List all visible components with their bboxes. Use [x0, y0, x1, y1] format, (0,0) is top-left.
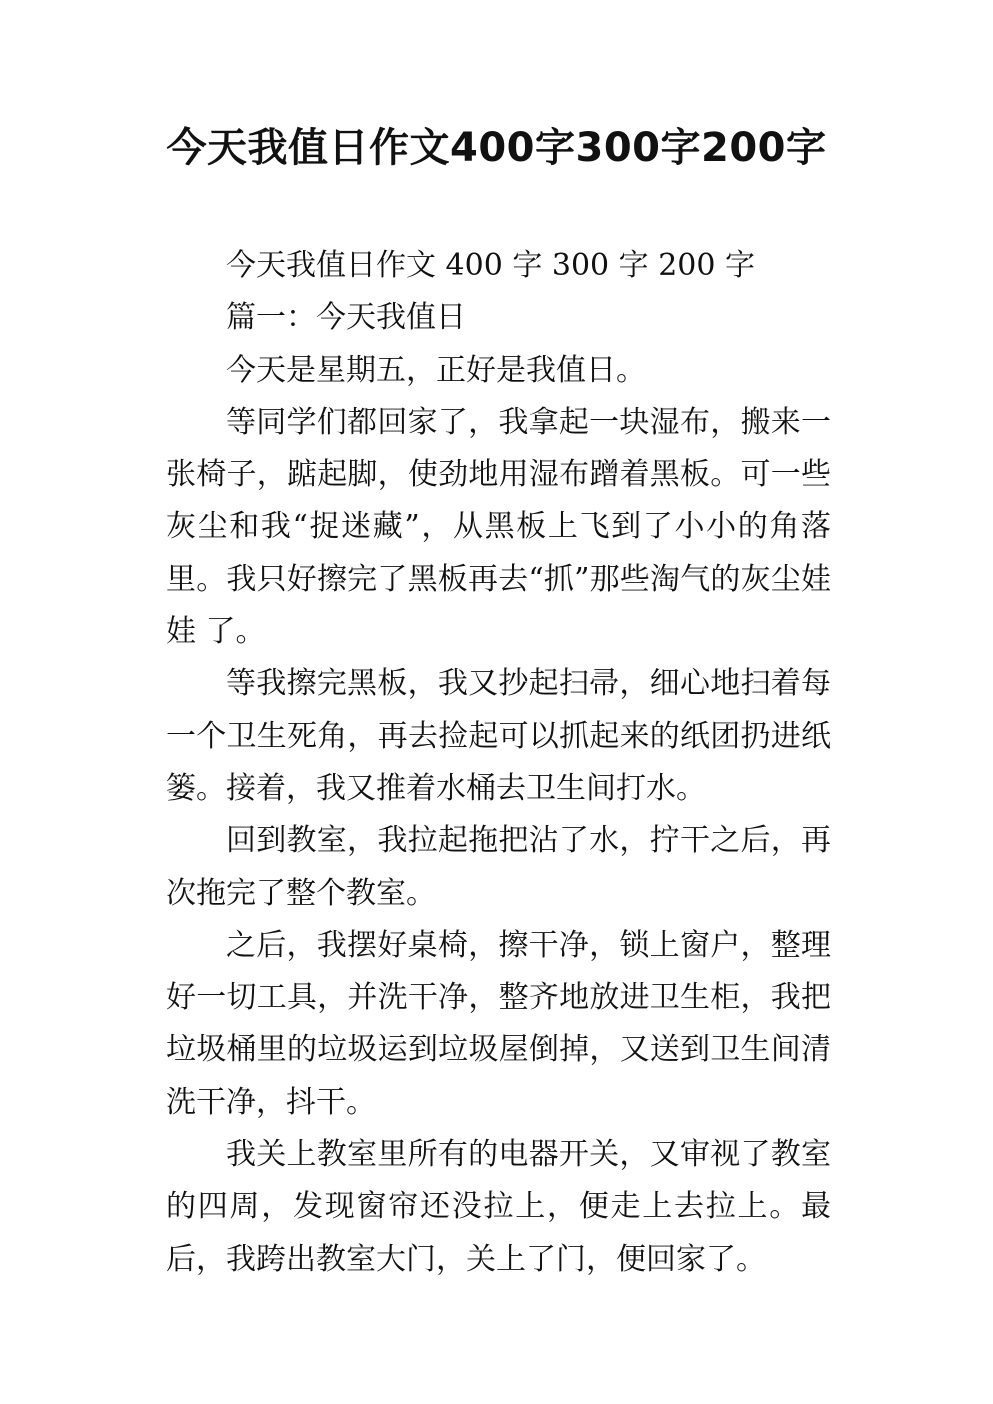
paragraph: 我关上教室里所有的电器开关，又审视了教室的四周，发现窗帘还没拉上，便走上去拉上。最后，我跨出教室大门，关上了门，便回家了。: [166, 1137, 831, 1277]
document-body: [166, 240, 831, 1286]
document-title: 今天我值日作文400字300字200字: [166, 125, 827, 171]
paragraph: 回到教室，我拉起拖把沾了水，拧干之后，再次拖完了整个教室。: [166, 823, 831, 911]
paragraph: 今天是星期五，正好是我值日。: [226, 352, 646, 388]
paragraph: 之后，我摆好桌椅，擦干净，锁上窗户，整理好一切工具，并洗干净，整齐地放进卫生柜，我把垃圾桶里的垃圾运到垃圾屋倒掉，又送到卫生间清洗干净，抖干。: [166, 927, 831, 1120]
paragraph: 等同学们都回家了，我拿起一块湿布，搬来一张椅子，踮起脚，使劲地用湿布蹭着黑板。可一些灰尘和我“捉迷藏”，从黑板上飞到了小小的角落里。我只好擦完了黑板再去“抓”那些淘气的灰尘娃娃 了。: [166, 404, 831, 650]
paragraph-section-title: 篇一：今天我值日: [226, 300, 466, 336]
paragraph-heading: 今天我值日作文 400 字 300 字 200 字: [226, 248, 755, 283]
paragraph: 等我擦完黑板，我又抄起扫帚，细心地扫着每一个卫生死角，再去捡起可以抓起来的纸团扔进纸篓。接着，我又推着水桶去卫生间打水。: [166, 666, 831, 806]
